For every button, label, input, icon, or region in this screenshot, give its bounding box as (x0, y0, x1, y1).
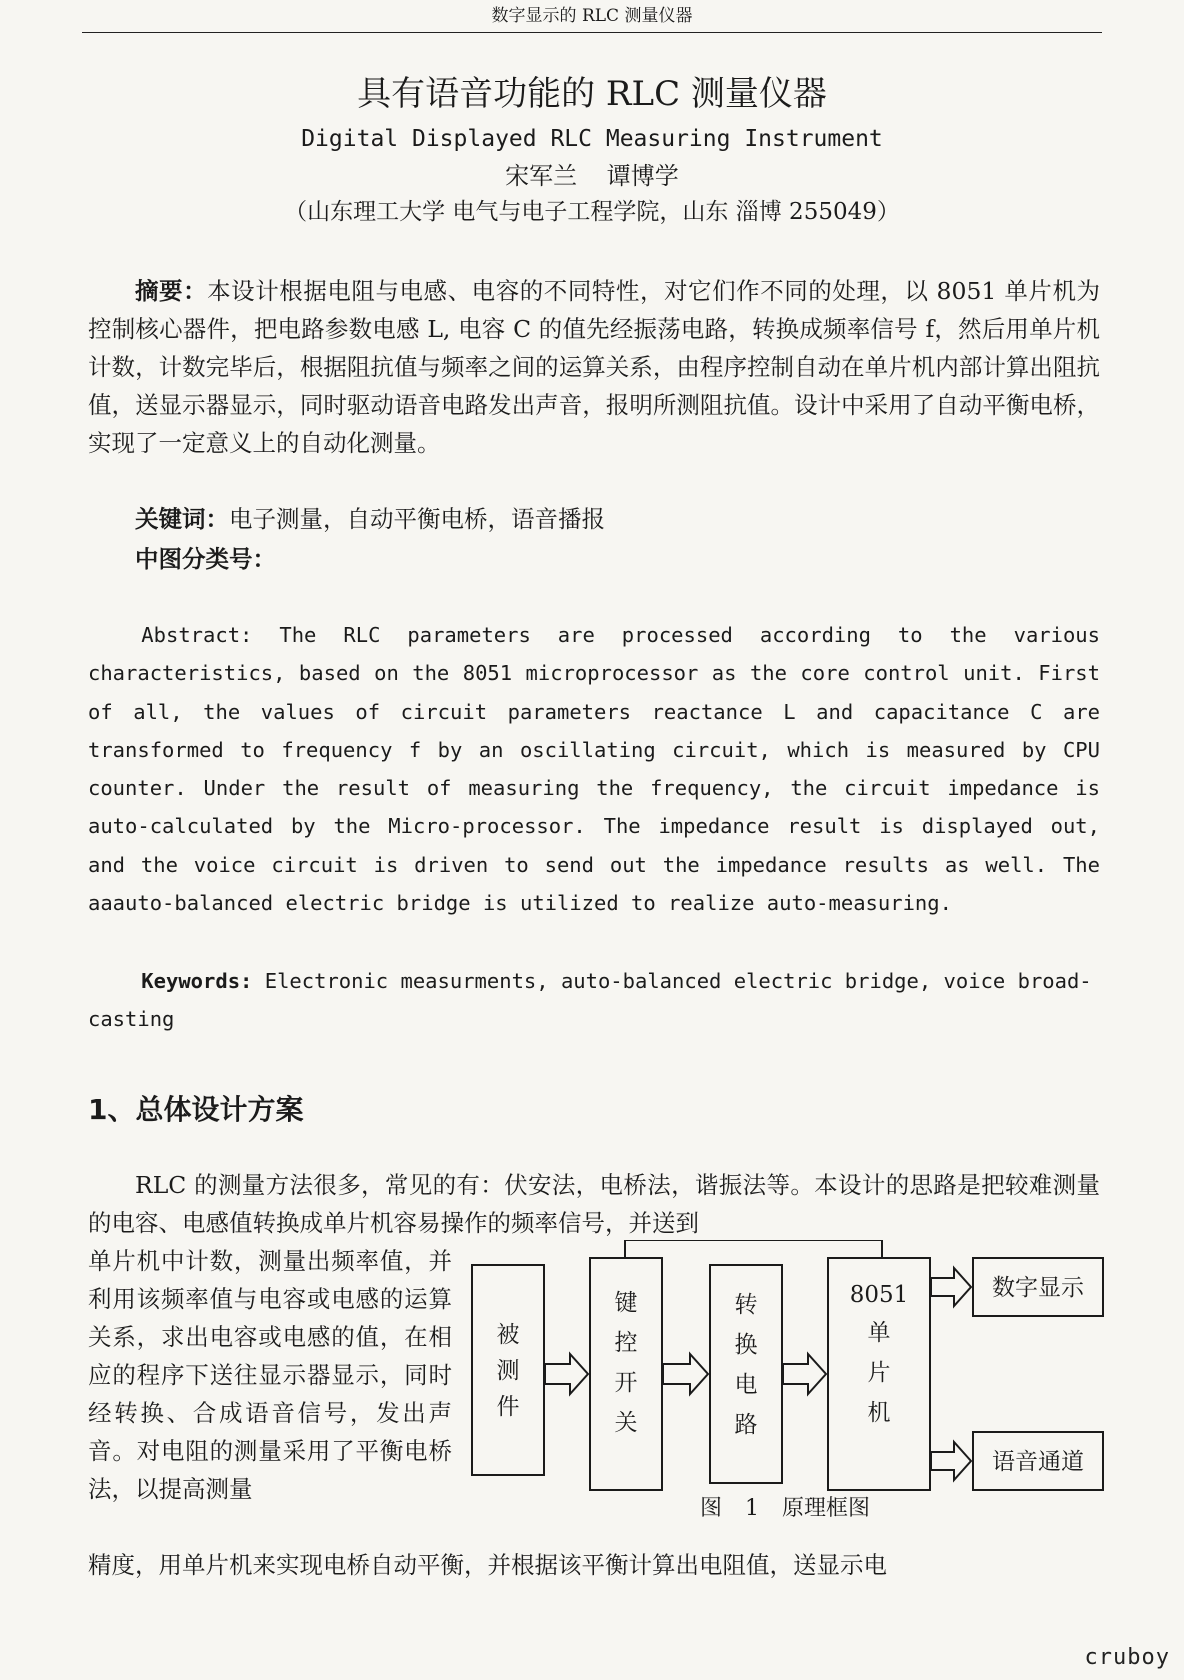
voice-label: 语音通道 (992, 1449, 1084, 1475)
converter-char-2: 换 (734, 1332, 758, 1358)
affiliation: （山东理工大学 电气与电子工程学院，山东 淄博 255049） (284, 199, 900, 225)
abstract-english-label: Abstract: (141, 623, 253, 647)
switch-char-3: 开 (614, 1370, 638, 1396)
authors: 宋军兰 谭博学 (505, 162, 679, 190)
switch-char-4: 关 (614, 1410, 638, 1436)
mcu-label-3: 片 (867, 1360, 891, 1386)
block-diagram (470, 1240, 1110, 1530)
arrow-switch-converter (663, 1354, 708, 1394)
section-heading: 1、总体设计方案 (88, 1093, 304, 1126)
converter-char-4: 路 (734, 1412, 758, 1438)
section-wrap-text: 单片机中计数，测量出频率值，并利用该频率值与电容或电感的运算关系，求出电容或电感的值，在相应的程序下送往显示器显示，同时经转换、合成语音信号，发出声音。对电阻的测量采用了平衡电桥法，以提高测量 (88, 1247, 452, 1503)
abstract-chinese (88, 272, 1100, 462)
paper-title: 具有语音功能的 RLC 测量仪器 (357, 74, 827, 114)
section-tail-line: 精度，用单片机来实现电桥自动平衡，并根据该平衡计算出电阻值，送显示电 (88, 1551, 887, 1579)
switch-char-2: 控 (614, 1330, 638, 1356)
mcu-label-2: 单 (867, 1320, 891, 1346)
abstract-english-text: The RLC parameters are processed according to the various characteristics, based on the 8051 microprocessor as the core control unit. First of all, the values of circuit parameters reactance L and capacitance C are transformed to frequency f by an oscillating circuit, which is measured by CPU counter. Under the result of measuring the frequency, the circuit impedance is auto-calculated by the Micro-processor. The impedance result is displayed out, and the voice circuit is driven to send out the impedance results as well. The aaauto-balanced electric bridge is utilized to realize auto-measuring. (88, 623, 1100, 916)
feedback-line (625, 1240, 882, 1258)
keywords-english-label: Keywords: (141, 969, 253, 993)
mcu-label-4: 机 (867, 1400, 891, 1426)
section-intro-paragraph: RLC 的测量方法很多，常见的有：伏安法，电桥法，谐振法等。本设计的思路是把较难测量的电容、电感值转换成单片机容易操作的频率信号，并送到 (88, 1171, 1100, 1237)
abstract-chinese-label: 摘要： (135, 277, 208, 305)
converter-char-1: 转 (734, 1292, 758, 1318)
arrow-converter-mcu (783, 1354, 826, 1394)
mcu-label-1: 8051 (849, 1282, 909, 1308)
keywords-english (88, 962, 1100, 1039)
dut-char-2: 测 (496, 1358, 520, 1384)
running-header: 数字显示的 RLC 测量仪器 (82, 4, 1102, 33)
keywords-english-text: Electronic measurments, auto-balanced electric bridge, voice broad-casting (88, 969, 1092, 1032)
keywords-chinese-text: 电子测量，自动平衡电桥，语音播报 (229, 505, 605, 533)
paper-subtitle-english: Digital Displayed RLC Measuring Instrument (301, 126, 883, 152)
dut-char-1: 被 (496, 1322, 520, 1348)
converter-char-3: 电 (734, 1372, 758, 1398)
classification-number (88, 540, 1100, 578)
classification-label: 中图分类号： (135, 545, 276, 573)
arrow-mcu-display (931, 1268, 971, 1306)
abstract-chinese-text: 本设计根据电阻与电感、电容的不同特性，对它们作不同的处理，以 8051 单片机为控制核心器件，把电路参数电感 L, 电容 C 的值先经振荡电路，转换成频率信号 f，然后用单片机计数，计数完毕后，根据阻抗值与频率之间的运算关系，由程序控制自动在单片机内部计算出阻抗值，送显示器显示，同时驱动语音电路发出声音，报明所测阻抗值。设计中采用了自动平衡电桥，实现了一定意义上的自动化测量。 (88, 277, 1100, 457)
watermark-text: cruboy (1084, 1645, 1170, 1670)
keywords-chinese (88, 500, 1100, 538)
arrow-dut-switch (545, 1354, 588, 1394)
switch-char-1: 键 (614, 1290, 638, 1316)
abstract-english (88, 616, 1100, 922)
keywords-chinese-label: 关键词： (135, 505, 229, 533)
dut-char-3: 件 (496, 1394, 520, 1420)
display-label: 数字显示 (992, 1275, 1084, 1301)
figure-caption: 图 1 原理框图 (700, 1496, 870, 1521)
arrow-mcu-voice (931, 1442, 971, 1480)
